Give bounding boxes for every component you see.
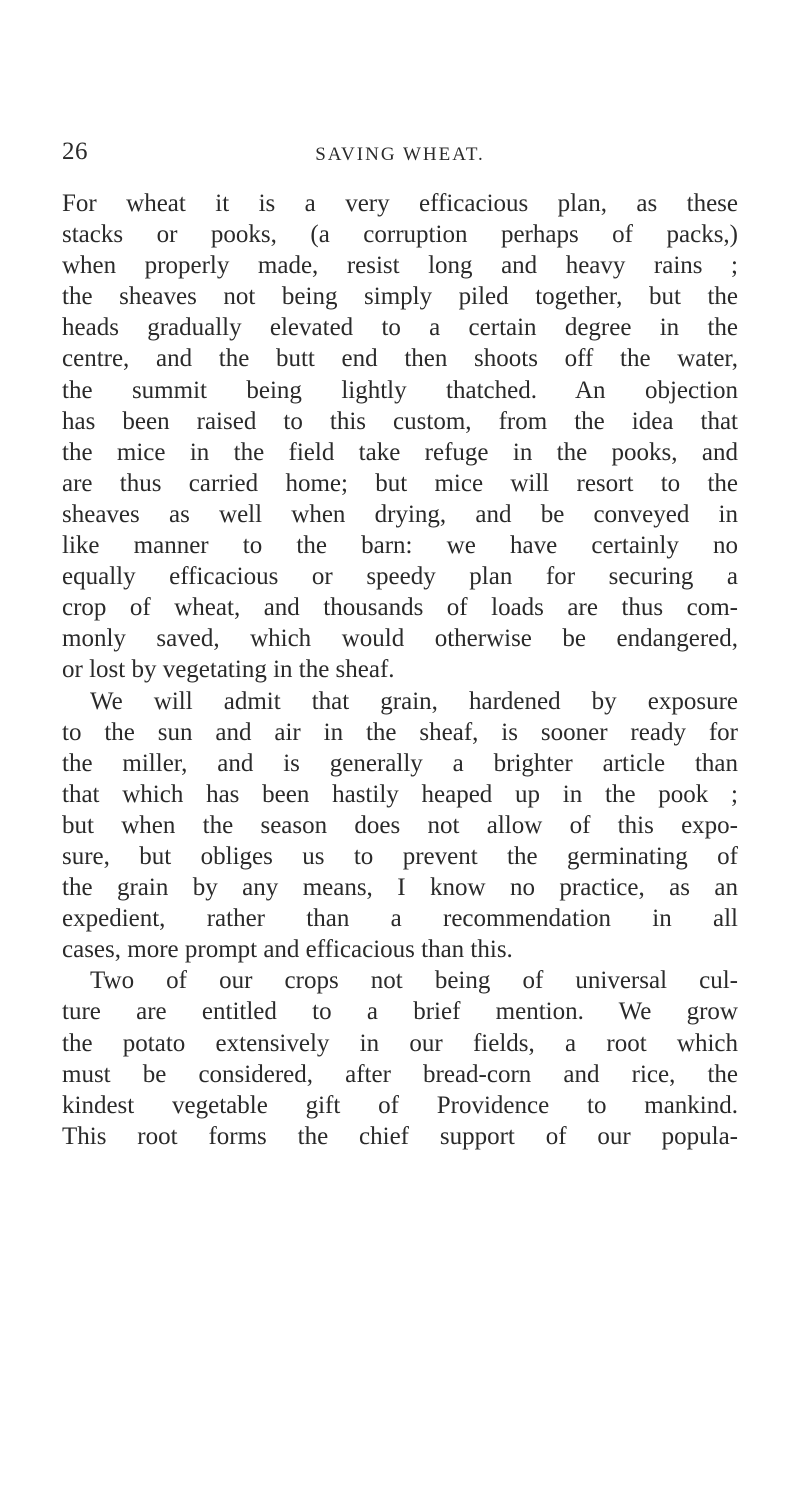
text-line: the mice in the field take refuge in the pooks, and	[62, 438, 738, 466]
text-line: heads gradually elevated to a certain degree in the	[62, 314, 738, 342]
text-line: are thus carried home; but mice will resort to the	[62, 469, 738, 497]
text-line: the summit being lightly thatched. An objection	[62, 376, 738, 404]
text-line: centre, and the butt end then shoots off the water,	[62, 345, 738, 373]
text-line: the grain by any means, I know no practice, as an	[62, 874, 738, 902]
page-number: 26	[62, 138, 88, 165]
running-head: SAVING WHEAT.	[315, 144, 485, 165]
text-line: monly saved, which would otherwise be endangered,	[62, 625, 738, 653]
text-line: kindest vegetable gift of Providence to mankind.	[62, 1091, 738, 1119]
text-line: when properly made, resist long and heavy rains ;	[62, 252, 738, 280]
text-line: equally efficacious or speedy plan for securing a	[62, 563, 738, 591]
text-line: that which has been hastily heaped up in the pook ;	[62, 780, 738, 808]
text-line: has been raised to this custom, from the idea that	[62, 407, 738, 435]
text-line: or lost by vegetating in the sheaf.	[62, 656, 395, 684]
text-line: to the sun and air in the sheaf, is sooner ready for	[62, 718, 738, 746]
text-line: the potato extensively in our fields, a root which	[62, 1029, 738, 1057]
text-line: cases, more prompt and efficacious than this.	[62, 936, 513, 964]
text-line: For wheat it is a very efficacious plan, as these	[62, 190, 738, 217]
text-line: the sheaves not being simply piled together, but the	[62, 283, 738, 311]
text-line: This root forms the chief support of our popula-	[62, 1122, 738, 1150]
text-line: stacks or pooks, (a corruption perhaps of packs,)	[62, 221, 738, 249]
text-block	[62, 188, 738, 1152]
text-line: but when the season does not allow of this expo-	[62, 811, 738, 839]
paragraph-2	[62, 686, 738, 966]
text-line: sure, but obliges us to prevent the germinating of	[62, 842, 738, 870]
text-line: ture are entitled to a brief mention. We grow	[62, 998, 738, 1026]
text-line: must be considered, after bread-corn and rice, the	[62, 1060, 738, 1088]
text-line: expedient, rather than a recommendation in all	[62, 905, 738, 933]
paragraph-3	[62, 965, 738, 1152]
text-line: Two of our crops not being of universal cul-	[90, 967, 738, 995]
text-line: We will admit that grain, hardened by exposure	[90, 687, 738, 715]
paragraph-1	[62, 188, 738, 686]
text-line: crop of wheat, and thousands of loads are thus com-	[62, 594, 738, 622]
text-line: like manner to the barn: we have certainly no	[62, 532, 738, 560]
text-line: sheaves as well when drying, and be conveyed in	[62, 500, 738, 528]
text-line: the miller, and is generally a brighter article than	[62, 749, 738, 777]
